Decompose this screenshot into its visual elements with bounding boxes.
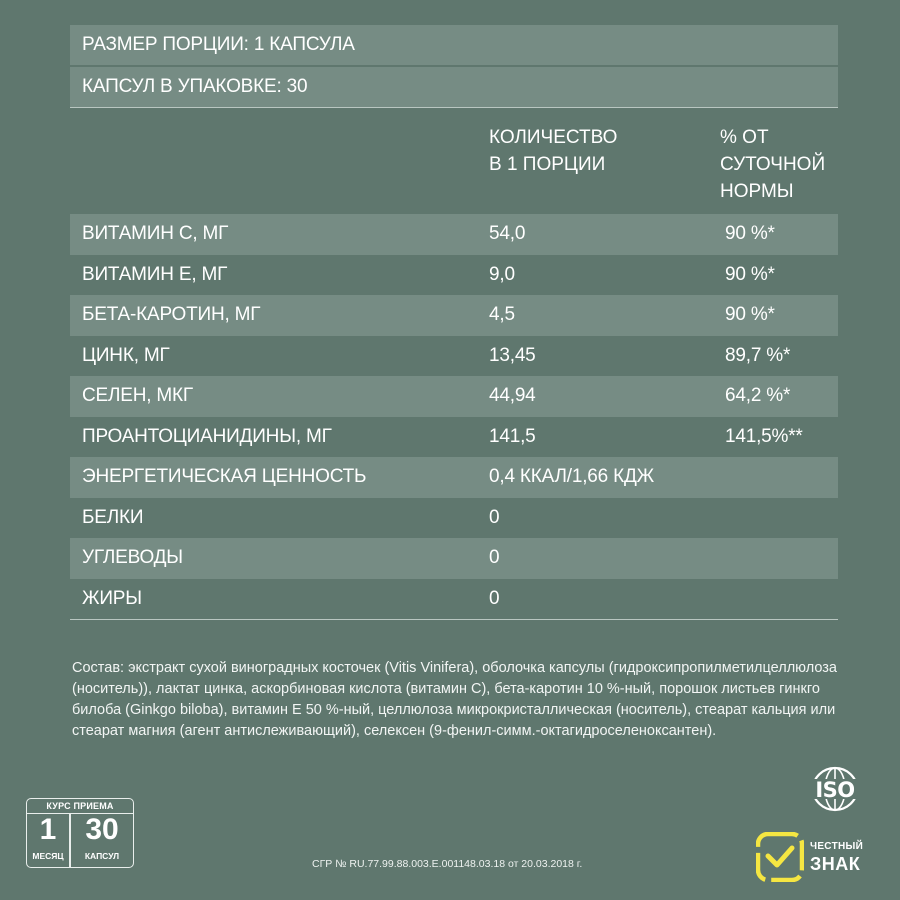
course-months: 1: [39, 813, 57, 846]
nutrient-percent: 90 %*: [725, 223, 775, 244]
chestny-znak-logo: [756, 832, 876, 884]
capsules-per-pack: КАПСУЛ В УПАКОВКЕ: 30: [82, 76, 308, 97]
table-row: [70, 457, 838, 498]
course-months-label: МЕСЯЦ: [32, 851, 64, 861]
chestny-znak-line2: ЗНАК: [810, 854, 861, 874]
nutrient-amount: 0: [489, 587, 500, 609]
serving-size: РАЗМЕР ПОРЦИИ: 1 КАПСУЛА: [82, 34, 355, 55]
nutrient-amount: 4,5: [489, 304, 515, 325]
nutrient-name: БЕТА-КАРОТИН, МГ: [82, 304, 261, 325]
table-row: [70, 255, 838, 296]
nutrient-percent: 90 %*: [725, 263, 775, 285]
chestny-znak-line1: ЧЕСТНЫЙ: [810, 841, 864, 852]
certificate-number: СГР № RU.77.99.88.003.E.001148.03.18 от 20.03.2018 г.: [312, 858, 583, 870]
nutrient-amount: 0: [489, 547, 500, 568]
nutrient-percent: 89,7 %*: [725, 344, 791, 366]
table-header: [70, 108, 838, 214]
nutrient-name: ВИТАМИН Е, МГ: [82, 263, 228, 285]
divider: [70, 619, 838, 620]
nutrient-name: ПРОАНТОЦИАНИДИНЫ, МГ: [82, 425, 332, 447]
table-row: [70, 498, 838, 539]
table-row: [70, 214, 838, 255]
nutrient-amount: 141,5: [489, 425, 536, 447]
nutrient-percent: 90 %*: [725, 304, 775, 325]
table-row: [70, 417, 838, 458]
table-row: [70, 376, 838, 417]
nutrient-rows: [70, 214, 838, 619]
course-badge: [26, 798, 134, 868]
nutrient-amount: 0: [489, 506, 500, 528]
iso-globe-icon: [806, 766, 864, 812]
course-capsules: 30: [85, 813, 119, 846]
nutrient-name: СЕЛЕН, МКГ: [82, 385, 193, 406]
nutrient-amount: 0,4 ККАЛ/1,66 КДЖ: [489, 466, 655, 487]
header-amount: КОЛИЧЕСТВО В 1 ПОРЦИИ: [489, 127, 618, 175]
course-capsules-label: КАПСУЛ: [84, 851, 120, 861]
table-row: [70, 538, 838, 579]
nutrient-name: ЦИНК, МГ: [82, 344, 170, 366]
serving-size-row: [70, 25, 838, 65]
nutrient-amount: 9,0: [489, 263, 515, 285]
header-percent: % ОТ СУТОЧНОЙ НОРМЫ: [720, 127, 826, 202]
nutrient-name: ВИТАМИН С, МГ: [82, 223, 229, 244]
nutrition-table: [70, 25, 838, 620]
nutrient-name: ЭНЕРГЕТИЧЕСКАЯ ЦЕННОСТЬ: [82, 466, 367, 487]
nutrient-amount: 44,94: [489, 385, 536, 406]
capsules-per-pack-row: [70, 67, 838, 107]
nutrient-percent: 64,2 %*: [725, 385, 791, 406]
table-row: [70, 295, 838, 336]
nutrient-name: УГЛЕВОДЫ: [82, 547, 183, 568]
nutrient-amount: 13,45: [489, 344, 536, 366]
nutrient-percent: 141,5%**: [725, 425, 803, 447]
nutrient-amount: 54,0: [489, 223, 526, 244]
table-row: [70, 579, 838, 620]
nutrient-name: БЕЛКИ: [82, 506, 144, 528]
nutrient-name: ЖИРЫ: [82, 587, 142, 609]
composition-text: Состав: экстракт сухой виноградных косточек (Vitis Vinifera), оболочка капсулы (гидроксипропилметилцеллюлоза (носитель)), лактат цинка, аскорбиновая кислота (витамин С), бета-каротин 10 %-ный, порошок листьев гинкго билоба (Ginkgo biloba), витамин Е 50 %-ный, целлюлоза микрокристаллическая (носитель), стеарат кальция или стеарат магния (агент антислеживающий), селексен (9-фенил-симм.-октагидроселеноксантен).: [72, 660, 837, 739]
course-title: КУРС ПРИЕМА: [46, 801, 114, 811]
table-row: [70, 336, 838, 377]
iso-label: ISO: [815, 778, 855, 802]
chestny-znak-check-icon: [756, 832, 804, 882]
